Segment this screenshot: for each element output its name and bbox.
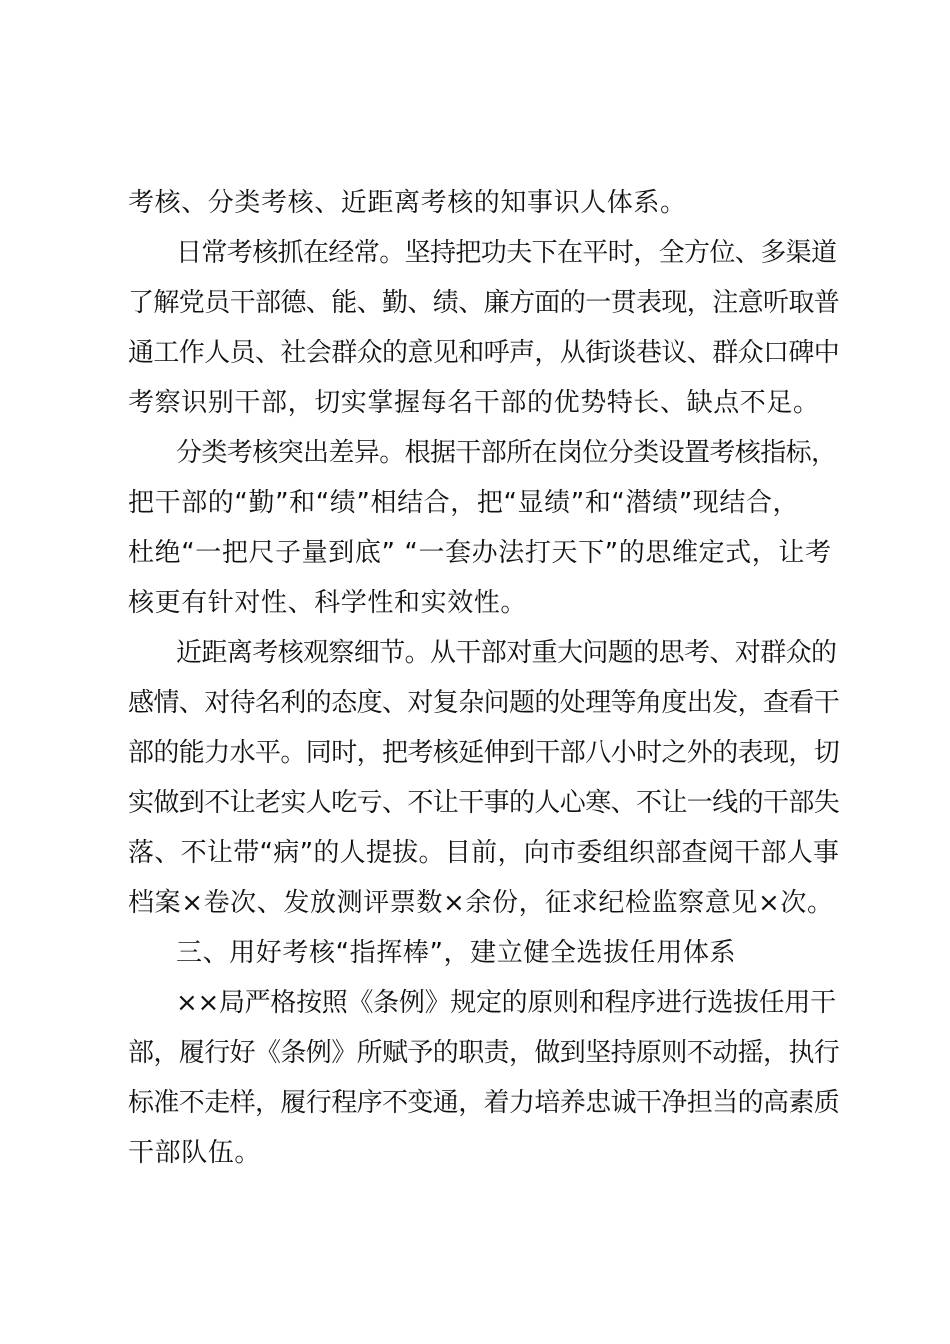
text-line: 通工作人员、社会群众的意见和呼声，从街谈巷议、群众口碑中 [128, 338, 840, 368]
paragraph-start-line: 分类考核突出差异。根据干部所在岗位分类设置考核指标， [176, 438, 837, 468]
text-line: 档案×卷次、发放测评票数×余份，征求纪检监察意见×次。 [128, 888, 834, 918]
text-line: 杜绝“一把尺子量到底” “一套办法打天下”的思维定式，让考 [128, 538, 832, 568]
paragraph-start-line: ××局严格按照《条例》规定的原则和程序进行选拔任用干 [176, 988, 836, 1018]
document-body [128, 178, 840, 1178]
text-line: 核更有针对性、科学性和实效性。 [128, 588, 528, 618]
text-line: 部，履行好《条例》所赋予的职责，做到坚持原则不动摇，执行 [128, 1038, 840, 1068]
text-line: 部的能力水平。同时，把考核延伸到干部八小时之外的表现，切 [128, 738, 840, 768]
text-line: 感情、对待名利的态度、对复杂问题的处理等角度出发，查看干 [128, 688, 840, 718]
text-line: 把干部的“勤”和“绩”相结合，把“显绩”和“潜绩”现结合， [128, 488, 800, 518]
text-line: 考察识别干部，切实掌握每名干部的优势特长、缺点不足。 [128, 388, 820, 418]
text-line: 标准不走样，履行程序不变通，着力培养忠诚干净担当的高素质 [128, 1088, 840, 1118]
text-line: 干部队伍。 [128, 1138, 262, 1168]
paragraph-start-line: 日常考核抓在经常。坚持把功夫下在平时，全方位、多渠道 [176, 238, 837, 268]
section-heading: 三、用好考核“指挥棒”，建立健全选拔任用体系 [176, 938, 737, 968]
paragraph-start-line: 近距离考核观察细节。从干部对重大问题的思考、对群众的 [176, 638, 837, 668]
text-line: 实做到不让老实人吃亏、不让干事的人心寒、不让一线的干部失 [128, 788, 840, 818]
text-line: 考核、分类考核、近距离考核的知事识人体系。 [128, 188, 687, 218]
text-line: 了解党员干部德、能、勤、绩、廉方面的一贯表现，注意听取普 [128, 288, 840, 318]
text-line: 落、不让带“病”的人提拔。目前，向市委组织部查阅干部人事 [128, 838, 840, 868]
